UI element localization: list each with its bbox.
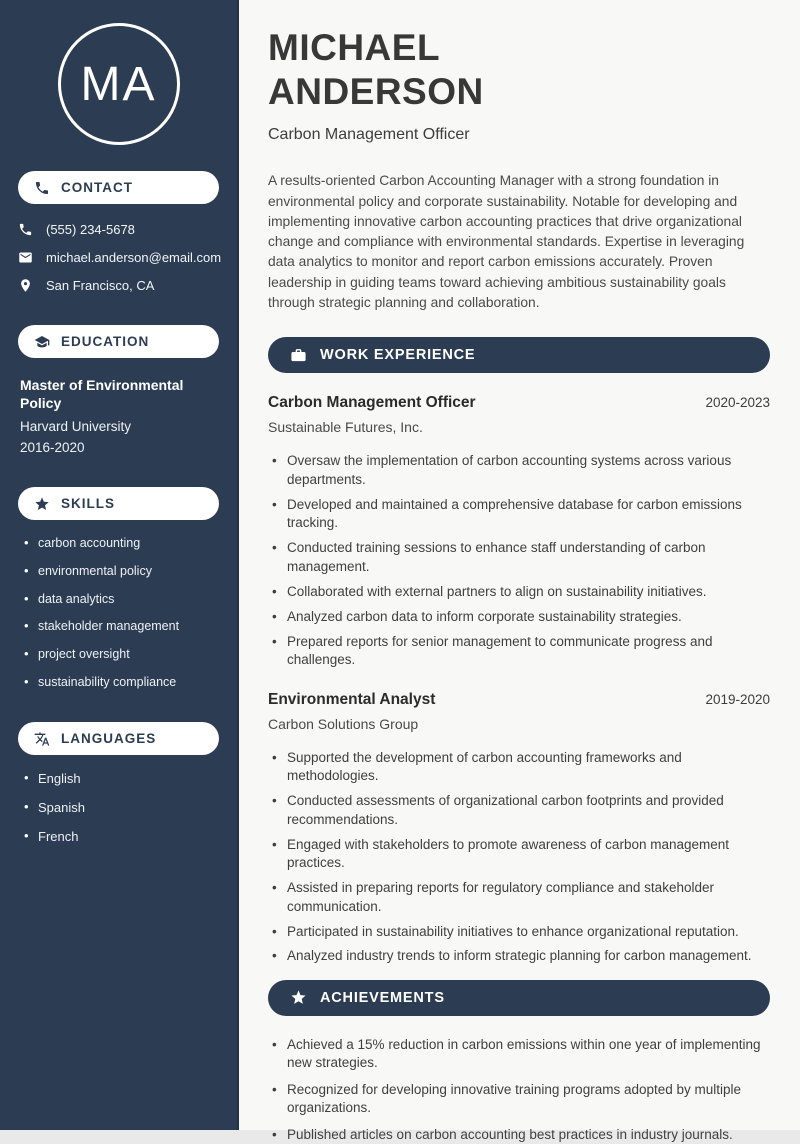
job-header: [268, 394, 770, 412]
skill-item: • environmental policy: [24, 564, 219, 580]
skills-section-title: SKILLS: [61, 496, 116, 512]
avatar: [58, 23, 180, 145]
job-dates: 2020-2023: [705, 395, 770, 411]
achievement-bullet: • Achieved a 15% reduction in carbon emissions within one year of implementing new strategies.: [272, 1036, 770, 1073]
skills-section: [18, 487, 219, 690]
job-bullet: • Participated in sustainability initiatives to enhance organizational reputation.: [272, 923, 770, 941]
job-bullet: • Collaborated with external partners to align on sustainability initiatives.: [272, 583, 770, 601]
contact-section-title: CONTACT: [61, 180, 133, 195]
job-title: Environmental Analyst: [268, 690, 436, 708]
star-icon: [290, 989, 307, 1006]
map-pin-icon: [18, 278, 33, 293]
skill-item: • sustainability compliance: [24, 675, 219, 691]
star-icon: [34, 496, 50, 512]
education-section-header: [18, 325, 219, 358]
last-name: ANDERSON: [268, 70, 484, 112]
job-bullet-list: [268, 749, 770, 966]
graduation-cap-icon: [34, 334, 50, 350]
translate-icon: [34, 731, 50, 747]
education-section: [18, 325, 219, 455]
main-content: [239, 0, 800, 1142]
job-company: Carbon Solutions Group: [268, 715, 419, 732]
languages-section-title: LANGUAGES: [61, 731, 157, 747]
job-dates: 2019-2020: [705, 691, 770, 707]
role-subtitle: Carbon Management Officer: [268, 126, 470, 144]
language-item: • English: [24, 771, 219, 787]
contact-list: [18, 222, 222, 293]
avatar-initials: MA: [80, 57, 157, 111]
skill-item: • stakeholder management: [24, 619, 219, 635]
job-bullet: • Prepared reports for senior management to communicate progress and challenges.: [272, 633, 770, 670]
achievements-section-header: [268, 980, 770, 1016]
sidebar: [0, 0, 239, 1130]
languages-section: [18, 722, 219, 845]
work-experience-section-header: [268, 337, 770, 373]
job-bullet: • Developed and maintained a comprehensive database for carbon emissions tracking.: [272, 496, 770, 533]
job-bullet: • Oversaw the implementation of carbon accounting systems across various departments.: [272, 452, 770, 489]
skill-item: • data analytics: [24, 592, 219, 608]
contact-email-value: michael.anderson@email.com: [46, 250, 222, 265]
achievements-section-title: ACHIEVEMENTS: [320, 989, 445, 1006]
phone-icon: [34, 180, 50, 196]
contact-section-header: [18, 171, 219, 204]
job-entry: [268, 691, 770, 966]
education-degree: Master of Environmental Policy: [20, 377, 184, 412]
summary-paragraph: A results-oriented Carbon Accounting Manager with a strong foundation in environmental policy and corporate sustainability. Notable for developing and implementing innovative carbon accounting practices that drive organizational change and compliance with environmental standards. Expertise in leveraging data analytics to monitor and report carbon emissions accurately. Proven leadership in guiding teams toward achieving ambitious sustainability goals through strategic planning and collaboration.: [268, 173, 745, 310]
job-title: Carbon Management Officer: [268, 394, 476, 412]
achievement-bullet: • Recognized for developing innovative training programs adopted by multiple organizations.: [272, 1081, 770, 1118]
phone-icon: [18, 222, 33, 237]
job-bullet: • Analyzed carbon data to inform corporate sustainability strategies.: [272, 608, 770, 626]
briefcase-icon: [290, 347, 307, 364]
education-section-title: EDUCATION: [61, 334, 150, 349]
contact-location-row: [18, 278, 219, 293]
job-header: [268, 691, 770, 709]
job-bullet: • Supported the development of carbon accounting frameworks and methodologies.: [272, 749, 770, 786]
work-experience-section-title: WORK EXPERIENCE: [320, 347, 476, 364]
contact-location-value: San Francisco, CA: [46, 278, 155, 293]
contact-phone-value: (555) 234-5678: [46, 222, 135, 237]
envelope-icon: [18, 250, 33, 265]
achievement-bullet: • Published articles on carbon accounting best practices in industry journals.: [272, 1126, 770, 1144]
job-bullet: • Engaged with stakeholders to promote awareness of carbon management practices.: [272, 836, 770, 873]
languages-section-header: [18, 722, 219, 755]
skill-item: • carbon accounting: [24, 536, 219, 552]
job-bullet: • Conducted training sessions to enhance staff understanding of carbon management.: [272, 539, 770, 576]
contact-phone-row: [18, 222, 219, 237]
job-company: Sustainable Futures, Inc.: [268, 419, 423, 436]
achievements-section: [268, 980, 770, 1144]
education-years: 2016-2020: [20, 440, 85, 456]
language-item: • Spanish: [24, 800, 219, 816]
job-bullet-list: [268, 452, 770, 669]
education-entry: [18, 376, 219, 455]
skills-section-header: [18, 487, 219, 520]
language-item: • French: [24, 829, 219, 845]
contact-email-row: [18, 250, 222, 265]
languages-list: [18, 771, 219, 845]
skill-item: • project oversight: [24, 647, 219, 663]
page-title: [268, 26, 770, 113]
first-name: MICHAEL: [268, 27, 441, 68]
job-entry: [268, 394, 770, 669]
achievements-list: [268, 1036, 770, 1144]
job-bullet: • Conducted assessments of organizational carbon footprints and provided recommendations.: [272, 792, 770, 829]
education-school: Harvard University: [20, 419, 132, 435]
job-bullet: • Analyzed industry trends to inform strategic planning for carbon management.: [272, 947, 770, 965]
skills-list: [18, 536, 219, 690]
job-bullet: • Assisted in preparing reports for regulatory compliance and stakeholder communication.: [272, 879, 770, 916]
